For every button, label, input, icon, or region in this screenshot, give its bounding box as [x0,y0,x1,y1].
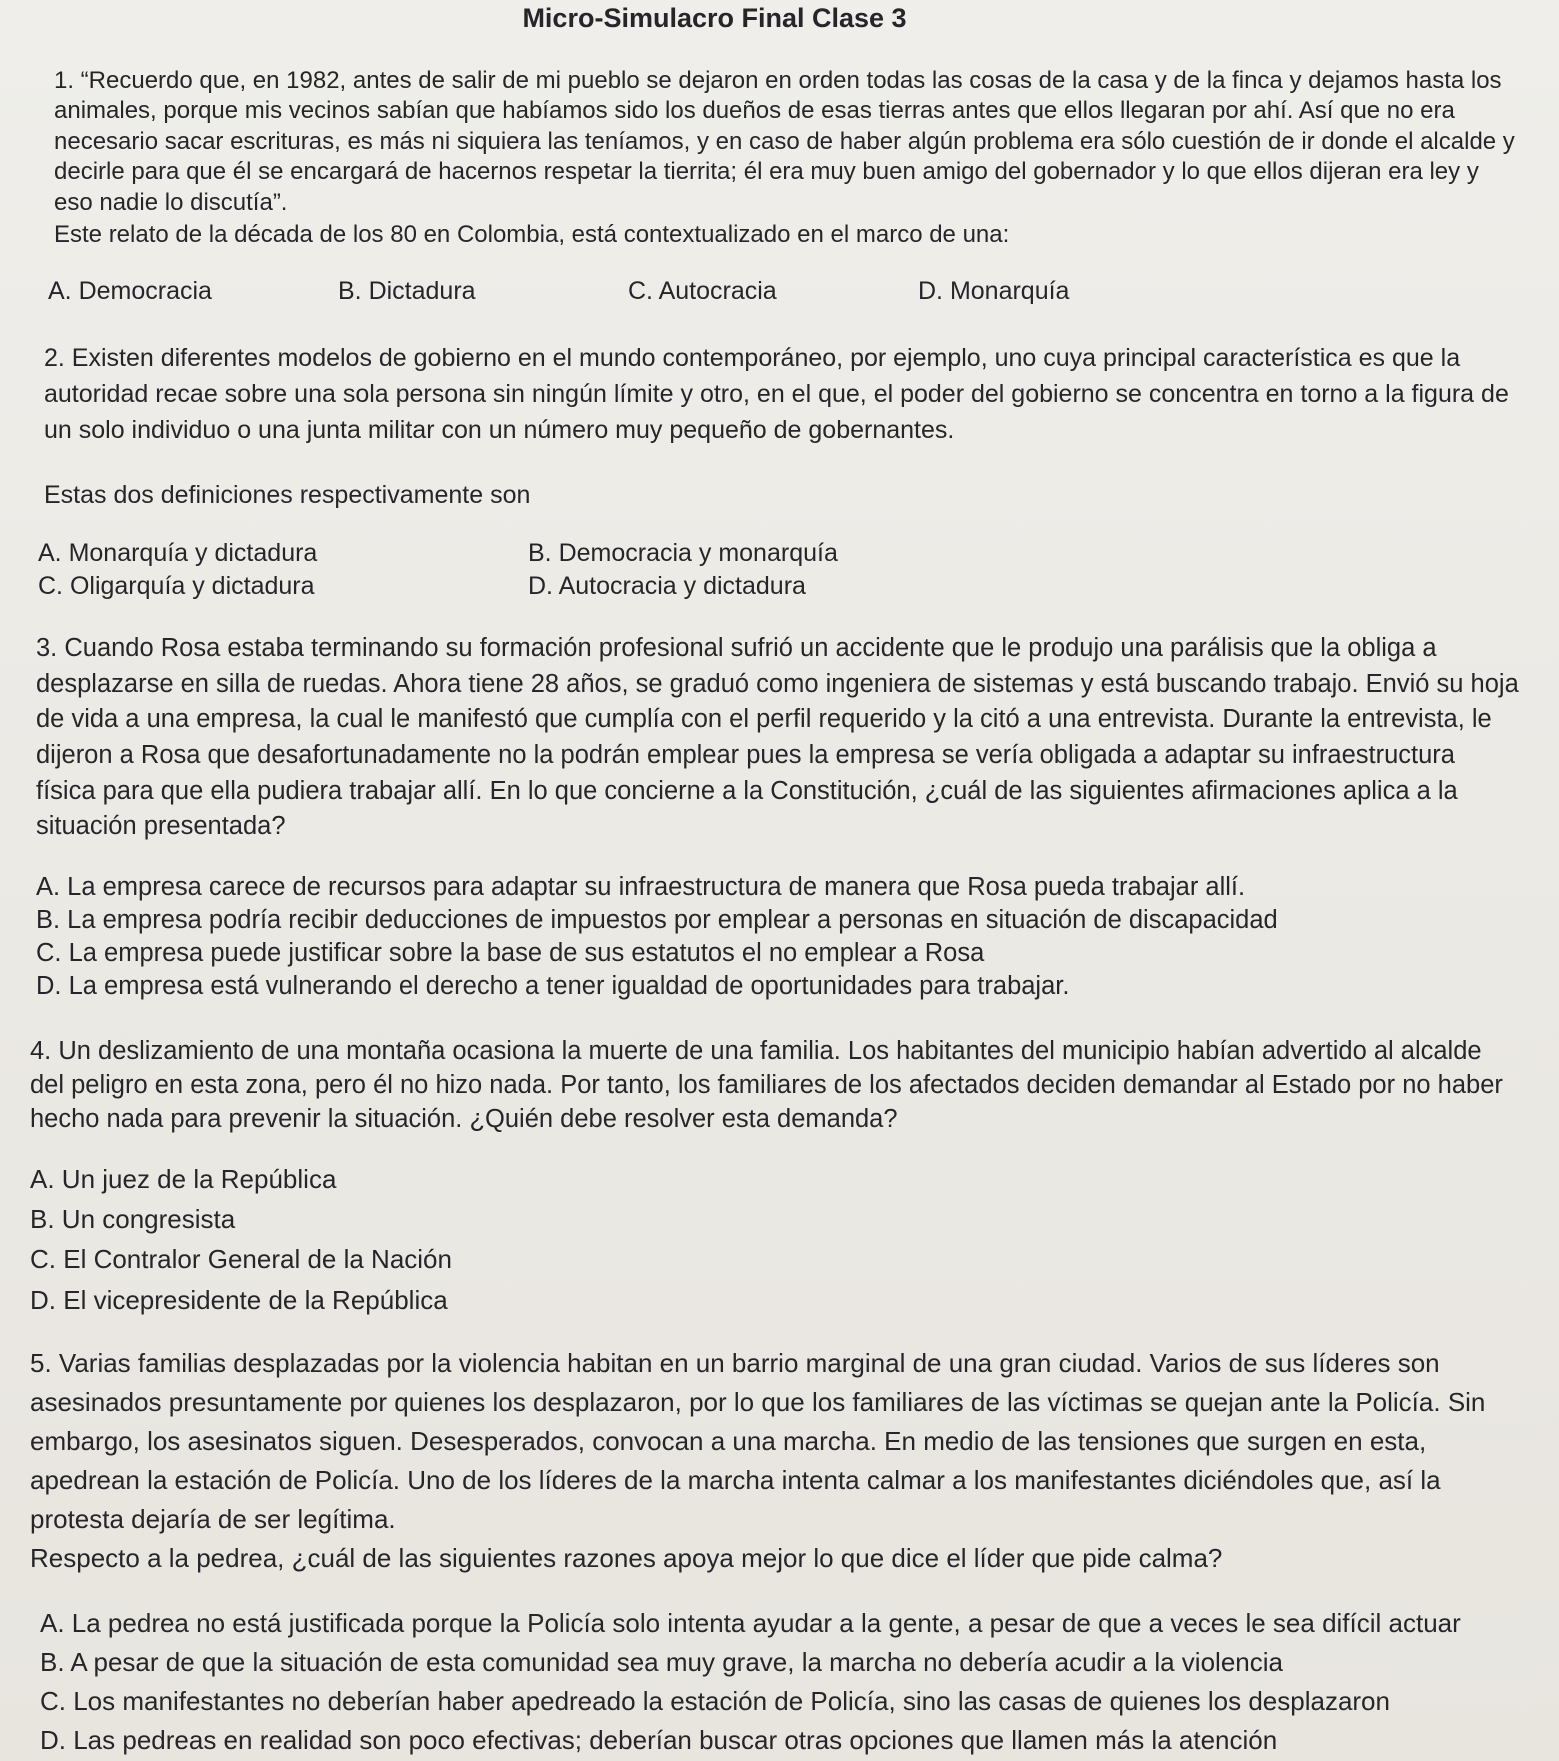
question-4-options [30,1159,1519,1320]
option-a[interactable]: A. Monarquía y dictadura [38,538,318,567]
option-a[interactable]: A. Democracia [48,276,212,305]
question-3-options [30,871,1519,1004]
question-2-options [30,539,1519,601]
option-b[interactable]: B. La empresa podría recibir deducciones de impuestos por emplear a personas en situación de discapacidad [36,906,1278,935]
question-3 [30,631,1519,845]
question-2-stem: 2. Existen diferentes modelos de gobierno en el mundo contemporáneo, por ejemplo, uno cuya principal característica es que la autoridad recae sobre una sola persona sin ningún límite y otro, en el que, el poder del gobierno se concentra en torno a la figura de un solo individuo o una junta militar con un número muy pequeño de gobernantes. [44,343,1509,445]
option-d[interactable]: D. El vicepresidente de la República [30,1284,448,1315]
question-4 [30,1034,1519,1137]
option-a[interactable]: A. La pedrea no está justificada porque la Policía solo intenta ayudar a la gente, a pesar de que a veces le sea difícil actuar [40,1607,1461,1638]
option-c[interactable]: C. Los manifestantes no deberían haber apedreado la estación de Policía, sino las casas de quienes los desplazaron [40,1685,1390,1716]
option-a[interactable]: A. Un juez de la República [30,1163,337,1194]
option-c[interactable]: C. Oligarquía y dictadura [38,571,315,600]
question-1-stem: 1. “Recuerdo que, en 1982, antes de salir de mi pueblo se dejaron en orden todas las cosas de la casa y de la finca y dejamos hasta los animales, porque mis vecinos sabían que habíamos sido los dueños de esas tierras antes que ellos llegaran por ahí. Así que no era necesario sacar escrituras, es más ni siquiera las teníamos, y en caso de haber algún problema era sólo cuestión de ir donde el alcalde y decirle para que él se encargará de hacernos respetar la tierrita; él era muy buen amigo del gobernador y lo que ellos dijeran era ley y eso nadie lo discutía”. [54,67,1515,216]
option-c[interactable]: C. El Contralor General de la Nación [30,1244,452,1275]
question-2-prompt: Estas dos definiciones respectivamente son [44,480,531,509]
option-b[interactable]: B. Un congresista [30,1204,236,1235]
question-5 [30,1344,1519,1578]
question-4-stem: 4. Un deslizamiento de una montaña ocasiona la muerte de una familia. Los habitantes del municipio habían advertido al alcalde del peligro en esta zona, pero él no hizo nada. Por tanto, los familiares de los afectados deciden demandar al Estado por no haber hecho nada para prevenir la situación. ¿Quién debe resolver esta demanda? [30,1036,1503,1134]
option-d[interactable]: D. Monarquía [918,276,1070,305]
option-b[interactable]: B. A pesar de que la situación de esta comunidad sea muy grave, la marcha no debería acudir a la violencia [40,1646,1283,1677]
option-c[interactable]: C. Autocracia [628,276,777,305]
option-d[interactable]: D. Autocracia y dictadura [528,571,806,600]
option-b[interactable]: B. Dictadura [338,276,476,305]
option-a[interactable]: A. La empresa carece de recursos para adaptar su infraestructura de manera que Rosa pueda trabajar allí. [36,872,1246,901]
question-5-prompt: Respecto a la pedrea, ¿cuál de las siguientes razones apoya mejor lo que dice el líder que pide calma? [30,1542,1223,1573]
question-1-prompt: Este relato de la década de los 80 en Colombia, está contextualizado en el marco de una: [54,221,1010,249]
question-3-stem: 3. Cuando Rosa estaba terminando su formación profesional sufrió un accidente que le produjo una parálisis que la obliga a desplazarse en silla de ruedas. Ahora tiene 28 años, se graduó como ingeniera de sistemas y está buscando trabajo. Envió su hoja de vida a una empresa, la cual le manifestó que cumplía con el perfil requerido y la citó a una entrevista. Durante la entrevista, le dijeron a Rosa que desafortunadamente no la podrán emplear pues la empresa se vería obligada a adaptar su infraestructura física para que ella pudiera trabajar allí. En lo que concierne a la Constitución, ¿cuál de las siguientes afirmaciones aplica a la situación presentada? [36,633,1519,841]
page-title: Micro-Simulacro Final Clase 3 [522,3,907,33]
option-d[interactable]: D. Las pedreas en realidad son poco efectivas; deberían buscar otras opciones que llamen más la atención [40,1724,1278,1755]
question-5-options [30,1604,1519,1760]
question-2 [30,340,1519,513]
question-1-options [30,277,1519,306]
question-5-stem: 5. Varias familias desplazadas por la violencia habitan en un barrio marginal de una gran ciudad. Varios de sus líderes son asesinados presuntamente por quienes los desplazaron, por lo que los familiares de las víctimas se quejan ante la Policía. Sin embargo, los asesinatos siguen. Desesperados, convocan a una marcha. En medio de las tensiones que surgen en esta, apedrean la estación de Policía. Uno de los líderes de la marcha intenta calmar a los manifestantes diciéndoles que, así la protesta dejaría de ser legítima. [30,1347,1486,1534]
option-d[interactable]: D. La empresa está vulnerando el derecho a tener igualdad de oportunidades para trabajar. [36,972,1070,1001]
question-1 [30,66,1519,251]
option-c[interactable]: C. La empresa puede justificar sobre la base de sus estatutos el no emplear a Rosa [36,939,985,968]
option-b[interactable]: B. Democracia y monarquía [528,538,838,567]
